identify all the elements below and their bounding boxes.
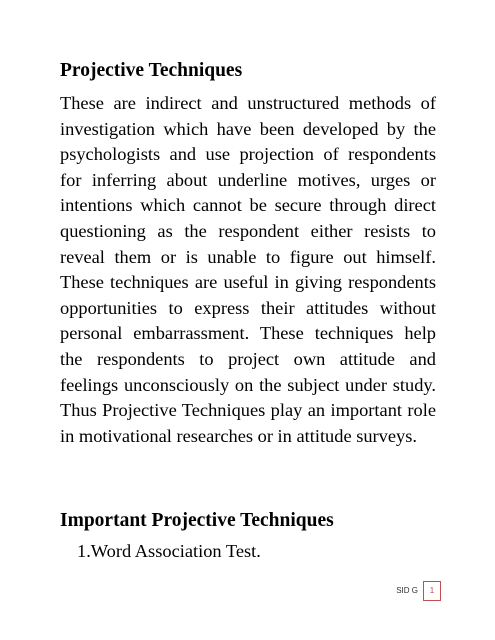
page-number-badge: 1 (423, 581, 441, 601)
section-heading-projective-techniques: Projective Techniques (60, 60, 243, 81)
section-heading-important-techniques: Important Projective Techniques (60, 510, 334, 531)
list-item-word-association: 1.Word Association Test. (77, 541, 261, 561)
body-paragraph: These are indirect and unstructured methods of investigation which have been developed by the psychologists and use projection of respondents for inferring about underline motives, urges or intentions which cannot be secure through direct questioning as the respondent either resists to reveal them or is unable to figure out himself. These techniques are useful in giving respondents opportunities to express their attitudes without personal embarrassment. These techniques help the respondents to project own attitude and feelings unconsciously on the subject under study. Thus Projective Techniques play an important role in motivational researches or in attitude surveys. (60, 93, 436, 446)
footer-author-label: SID G (396, 586, 418, 595)
